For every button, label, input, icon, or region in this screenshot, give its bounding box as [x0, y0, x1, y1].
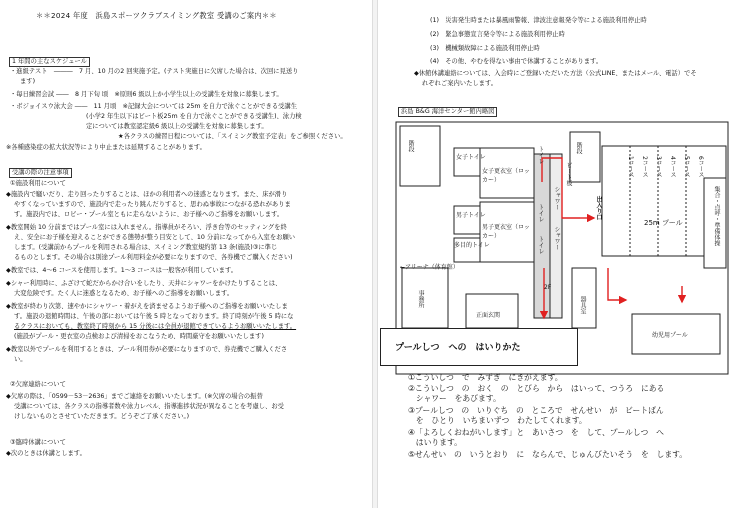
schedule-line-3: ・毎日練習会試 ―― 8 月下旬 頃 ※原則6 級以上か小学生以上の受講生を対象に募集します。 — [10, 91, 283, 98]
facility-heading: ①施設利用について — [10, 180, 66, 187]
step-1: ①こういしつ で みずぎ にきがえます。 — [408, 373, 563, 382]
step-2: ②こういしつ の おく の とびら から はいって、つうろ にある — [408, 384, 665, 393]
schedule-line-2: ます) — [20, 78, 36, 85]
facility-line-1: ◆施設内で騒いだり、走り回ったりすることは、ほかの利用者への迷惑となります。また、床が滑り — [6, 191, 288, 198]
howto-title: プールしつ への はいりかた — [395, 343, 521, 353]
label-pool: 25m プール — [644, 219, 683, 227]
label-main-entrance: 正面玄関 — [476, 312, 501, 319]
absence-line-3: けしないものとさせていただきます。どうぞご了承ください。) — [14, 413, 190, 420]
label-2f: 2F — [544, 284, 552, 291]
absence-line-1: ◆欠席の際は、「0599－53－2636」までご連絡をお願いいたします。(※欠席の場合の振替 — [6, 393, 263, 400]
facility-line-16: い。 — [14, 356, 27, 363]
stairs-left — [400, 126, 440, 186]
facility-line-6: します。(受講前からプールを利用される場合は、スイミング教室規約第 13 条(施設)③に準じ — [14, 244, 278, 251]
right-page — [378, 0, 750, 508]
left-page — [0, 0, 372, 508]
label-equipment: 器具室 — [579, 296, 586, 314]
label-toilet-women: 女子トイレ — [456, 154, 486, 161]
label-gather: 集合・点呼・準備体操 — [713, 186, 720, 246]
label-shower-2: シャワー — [553, 226, 560, 250]
facility-line-11: ◆教室が終わり次第、速やかにシャワー・着がえを済ませるようお子様へのご指導をお願いいたしま — [6, 303, 288, 310]
howto-title-box — [380, 328, 578, 366]
label-toilet-2: トイレ — [537, 204, 544, 222]
facility-line-14: (施設がプール・更衣室の点検および清掃をおこなうため、時間厳守をお願いいたします) — [14, 333, 264, 340]
schedule-line-6: 定については教室認定級6 級以上の受講生を対象に募集します。 — [86, 123, 268, 130]
step-4-cont: はいります。 — [408, 438, 462, 447]
label-toilet-men: 男子トイレ — [456, 212, 486, 219]
label-toilet-3: トイレ — [537, 236, 544, 254]
label-arena: ←アリーナ（体育館） — [400, 264, 459, 271]
label-lane-4: 4コース — [669, 156, 676, 178]
label-stairs-left: 階段 — [407, 140, 414, 152]
absence-heading: ②欠席連絡について — [10, 381, 66, 388]
label-stairs-right: 階段 — [575, 142, 582, 154]
step-2-cont: シャワー をあびます。 — [408, 394, 501, 403]
closure-item-1: (1) 災害発生時または暴風雨警報、津波注意報発令等による施設利用停止時 — [430, 17, 647, 24]
closure-contact-2: れぞれご案内いたします。 — [422, 80, 498, 87]
facility-line-5: え、安全にお子様を迎えることができる態勢が整う目安として、10 分前になってから入室をお願い — [14, 234, 296, 241]
label-kids-pool: 幼児用プール — [652, 332, 688, 339]
facility-line-8: ◆教室では、4～6 コースを使用します。1～3 コースは一般客が利用しています。 — [6, 267, 238, 274]
closure-item-3: (3) 機械類故障による施設利用停止時 — [430, 45, 540, 52]
step-5: ⑤せんせい の いうとおり に ならんで、じゅんびたいそう を します。 — [408, 450, 688, 459]
facility-line-12: す。施設の退館時間は、午後の部においては午後 5 時となっております。終了時刻が午後 5 時にな — [14, 313, 294, 320]
label-lane-3: 3コース — [655, 156, 662, 178]
facility-line-10: 大変危険です。たく人に迷惑となるため、お子様へのご指導をお願いします。 — [14, 290, 234, 297]
absence-line-2: 受講については、各クラスの指導者数や泳力レベル、指導進捗状況が異なることを考慮し、お受 — [14, 403, 284, 410]
step-4: ④「よろしくおねがいします」と あいさつ を して、プールしつ へ — [408, 428, 664, 437]
schedule-note: ※各種感染症の拡大状況等により中止または延期することがあります。 — [6, 144, 206, 151]
facility-line-3: す。施設内では、ロビー・プール室ともに走らないように、お子様へのご指導をお願いします。 — [14, 211, 284, 218]
document-title: ＊＊2024 年度 浜島スポーツクラブスイミング教室 受講のご案内＊＊ — [36, 11, 277, 20]
schedule-line-7: ★各クラスの練習日程については、「スイミング教室予定表」をご参照ください。 — [118, 133, 347, 140]
facility-line-13: るクラスにおいても、教室終了時刻から 15 分後には全員が退館できているようお願いいたします。 — [14, 323, 297, 330]
facility-line-4: ◆教室開始 10 分前まではプール室には入れません。指導員がそろい、浮き台等のセッティングを終 — [6, 224, 287, 231]
office-room — [402, 268, 448, 328]
label-office: 事務所 — [417, 290, 424, 308]
schedule-line-4: ・ボジョイスウ泳大会 ―― 11 月頃 ※記録大会については 25m を自力で泳ぐことができる受講生 — [10, 103, 298, 110]
step-3: ③プールしつ の いりぐち の ところで せんせい が ビートばん — [408, 406, 664, 415]
label-lane-1: 1コース — [627, 156, 634, 178]
stairs-right — [570, 132, 600, 182]
schedule-line-1: ・進級テスト ――― 7 月、10 月の2 回実施予定。(テスト実施日に欠席した場合は、次回に見送り — [10, 68, 299, 75]
schedule-heading: 1 年間の主なスケジュール — [9, 57, 90, 67]
facility-line-2: やすくなっていますので、施設内で走ったり跳んだりすると、思わぬ事故につながる恐れがありま — [14, 201, 291, 208]
closure-heading: ③臨時休講について — [10, 439, 66, 446]
label-lane-6: 6コース — [697, 156, 704, 178]
label-toilet-1: トイレ — [537, 146, 544, 164]
closure-contact-1: ◆休館休講連絡については、入会時にご登録いただいた方法（公式LINE、またはメール、電話）でそ — [414, 70, 697, 77]
label-entrance: 出入り口 — [595, 196, 602, 220]
label-locker-men: 男子更衣室（ロッカー） — [482, 224, 530, 240]
map-title: 浜島 B&G 海洋センター館内略図 — [398, 107, 497, 117]
step-3-cont: を ひとり いちまいずつ わたしてくれます。 — [408, 416, 587, 425]
closure-lead: ◆次のときは休講とします。 — [6, 450, 86, 457]
label-toilet-multi: 多目的トイレ — [454, 242, 490, 249]
label-locker-women: 女子更衣室（ロッカー） — [482, 168, 530, 184]
closure-item-2: (2) 緊急事態宣言発令等による施設利用停止時 — [430, 31, 565, 38]
schedule-line-5: (小学2 年生以下はビート板25m を自力で泳ぐことができる受講生)、泳力検 — [86, 113, 302, 120]
facility-line-15: ◆教室以外でプールを利用するときは、プール利用券が必要になりますので、券売機でご購入くださ — [6, 346, 288, 353]
label-beat-board: ビート板 — [565, 162, 572, 186]
label-shower-1: シャワー — [553, 186, 560, 210]
notes-heading: 受講の際の注意事項 — [9, 168, 72, 178]
facility-line-7: るものとします。その場合は別途プール利用料金が必要になりますので、各券機でご購入ください) — [14, 254, 293, 261]
label-lane-2: 2コース — [641, 156, 648, 178]
label-lane-5: 5コース — [683, 156, 690, 178]
closure-item-4: (4) その他、やむを得ない事由で休講することがあります。 — [430, 58, 603, 65]
facility-line-9: ◆シャー利用時に、ふざけて蛇だからかけ合いをしたり、天井にシャワーをかけたりすることは、 — [6, 280, 282, 287]
